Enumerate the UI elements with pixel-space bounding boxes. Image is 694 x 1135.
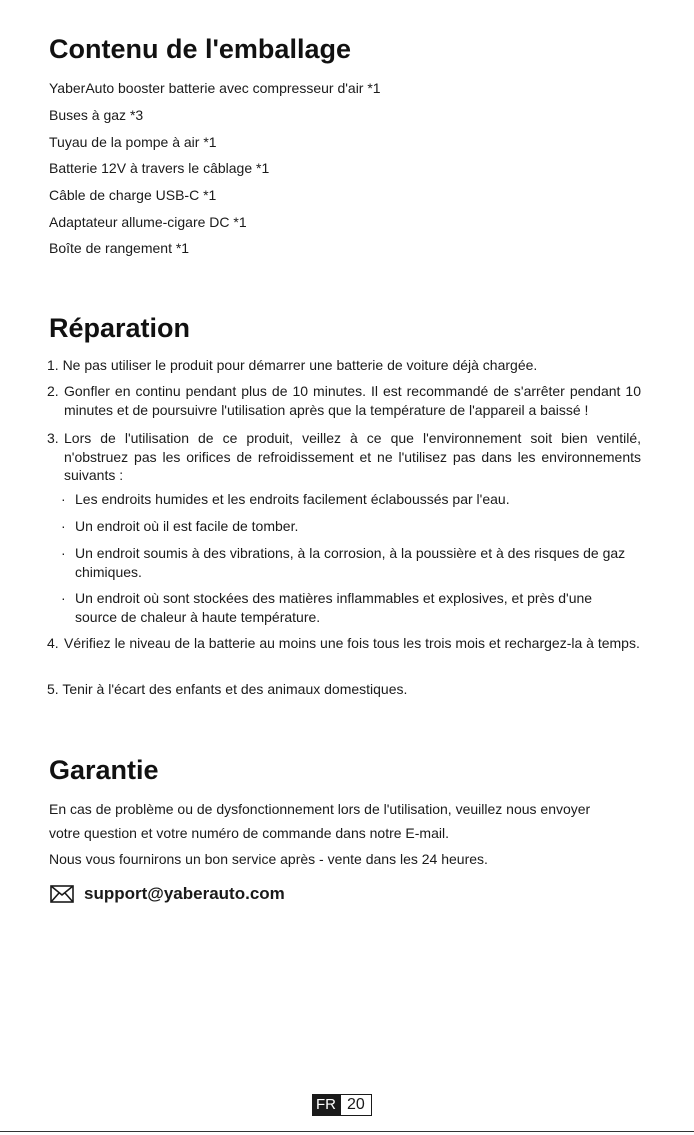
envelope-icon	[50, 885, 74, 903]
repair-item-1: 1. Ne pas utiliser le produit pour démarrer une batterie de voiture déjà chargée.	[47, 357, 538, 373]
contents-item: Batterie 12V à travers le câblage *1	[49, 160, 270, 176]
page-number: 20	[340, 1094, 372, 1116]
email-contact	[50, 884, 285, 904]
contents-title: Contenu de l'emballage	[49, 34, 351, 64]
contents-item: Tuyau de la pompe à air *1	[49, 134, 217, 150]
repair-item-3: Lors de l'utilisation de ce produit, veillez à ce que l'environnement soit bien ventilé, n'obstruez pas les orifices de refroidissement et ne l'utilisez pas dans les environnements suivants :	[64, 430, 641, 483]
repair-bullet-2: Un endroit où il est facile de tomber.	[75, 518, 299, 534]
contents-item: Boîte de rangement *1	[49, 240, 190, 256]
contents-item: YaberAuto booster batterie avec compresseur d'air *1	[49, 80, 381, 96]
bullet-icon: ·	[61, 545, 66, 561]
page-footer	[312, 1094, 372, 1116]
repair-item-4-number: 4.	[47, 635, 59, 651]
email-address[interactable]: support@yaberauto.com	[84, 884, 285, 903]
warranty-paragraph-1: En cas de problème ou de dysfonctionnement lors de l'utilisation, veuillez nous envoyer votre question et votre numéro de commande dans notre E-mail.	[49, 801, 591, 841]
bullet-icon: ·	[61, 590, 66, 606]
bullet-icon: ·	[61, 518, 66, 534]
repair-title: Réparation	[49, 313, 191, 343]
repair-item-2-number: 2.	[47, 383, 59, 399]
repair-item-4: Vérifiez le niveau de la batterie au moins une fois tous les trois mois et rechargez-la à temps.	[64, 635, 640, 651]
contents-item: Adaptateur allume-cigare DC *1	[49, 214, 247, 230]
contents-item: Câble de charge USB-C *1	[49, 187, 217, 203]
repair-bullet-4: Un endroit où sont stockées des matières inflammables et explosives, et près d'une source de chaleur à haute température.	[75, 590, 593, 625]
language-badge: FR	[312, 1094, 340, 1116]
bottom-divider	[0, 1131, 694, 1132]
repair-item-2: Gonfler en continu pendant plus de 10 minutes. Il est recommandé de s'arrêter pendant 10 minutes et de poursuivre l'utilisation après que la température de l'appareil a baissé !	[64, 383, 641, 418]
warranty-title: Garantie	[49, 755, 159, 785]
repair-bullet-3: Un endroit soumis à des vibrations, à la corrosion, à la poussière et à des risques de gaz chimiques.	[75, 545, 626, 580]
repair-item-3-number: 3.	[47, 430, 59, 446]
repair-bullet-1: Les endroits humides et les endroits facilement éclaboussés par l'eau.	[75, 491, 510, 507]
contents-item: Buses à gaz *3	[49, 107, 144, 123]
repair-item-5: 5. Tenir à l'écart des enfants et des animaux domestiques.	[47, 681, 408, 697]
bullet-icon: ·	[61, 491, 66, 507]
warranty-paragraph-2: Nous vous fournirons un bon service après - vente dans les 24 heures.	[49, 851, 488, 867]
